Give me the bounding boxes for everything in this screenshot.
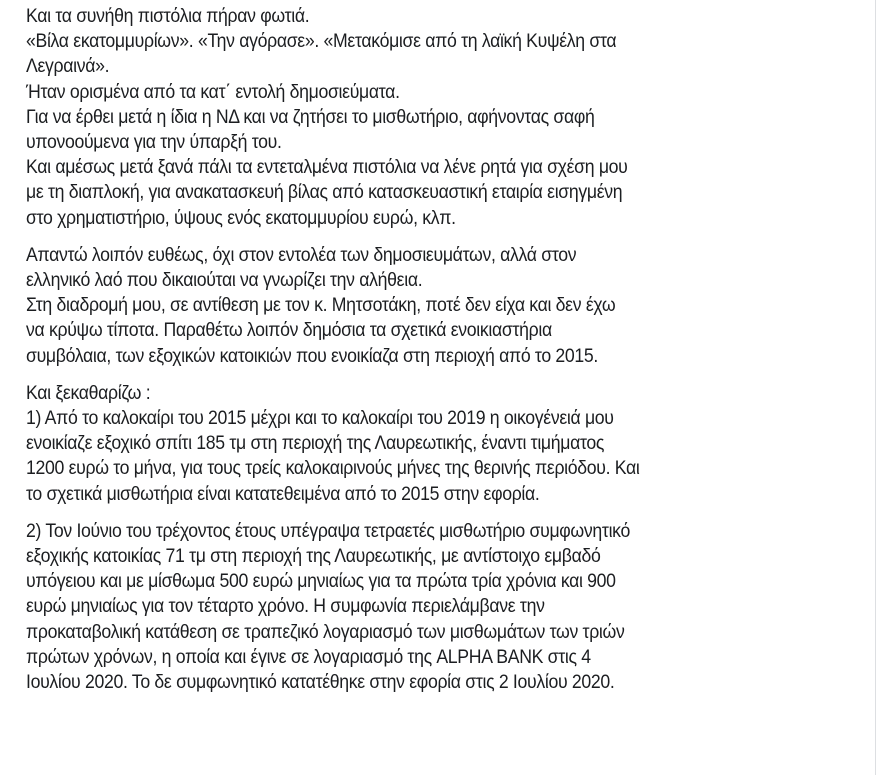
- text-line: Στη διαδρομή μου, σε αντίθεση με τον κ. Μητσοτάκη, ποτέ δεν είχα και δεν έχω: [26, 295, 616, 317]
- text-line: 1) Από το καλοκαίρι του 2015 μέχρι και το καλοκαίρι του 2019 η οικογένειά μου: [26, 408, 614, 430]
- text-line: Απαντώ λοιπόν ευθέως, όχι στον εντολέα των δημοσιευμάτων, αλλά στον: [26, 244, 577, 266]
- paragraph-4: [26, 519, 844, 695]
- text-line: Και τα συνήθη πιστόλια πήραν φωτιά.: [26, 6, 310, 27]
- text-line: Ήταν ορισμένα από τα κατ΄ εντολή δημοσιεύματα.: [26, 81, 400, 103]
- paragraph-1: [26, 4, 844, 231]
- text-line: ελληνικό λαό που δικαιούται να γνωρίζει την αλήθεια.: [26, 270, 423, 292]
- paragraph-2: [26, 243, 844, 369]
- text-line: Λεγραινά».: [26, 56, 110, 78]
- text-line: το σχετικά μισθωτήρια είναι κατατεθειμένα από το 2015 στην εφορία.: [26, 483, 540, 505]
- text-line: ενοικίαζε εξοχικό σπίτι 185 τμ στη περιοχή της Λαυρεωτικής, έναντι τιμήματος: [26, 433, 605, 455]
- text-line: πρώτων χρόνων, η οποία και έγινε σε λογαριασμό της ALPHA BANK στις 4: [26, 646, 591, 668]
- text-line: συμβόλαια, των εξοχικών κατοικιών που ενοικίαζα στη περιοχή από το 2015.: [26, 345, 599, 367]
- text-line: υπόγειου και με μίσθωμα 500 ευρώ μηνιαίως για τα πρώτα τρία χρόνια και 900: [26, 571, 616, 593]
- text-line: Και αμέσως μετά ξανά πάλι τα εντεταλμένα πιστόλια να λένε ρητά για σχέση μου: [26, 157, 628, 179]
- text-line: ευρώ μηνιαίως για τον τέταρτο χρόνο. Η συμφωνία περιελάμβανε την: [26, 596, 545, 618]
- text-line: στο χρηματιστήριο, ύψους ενός εκατομμυρίου ευρώ, κλπ.: [26, 207, 456, 229]
- text-line: 1200 ευρώ το μήνα, για τους τρείς καλοκαιρινούς μήνες της θερινής περιόδου. Και: [26, 458, 640, 480]
- text-line: υπονοούμενα για την ύπαρξή του.: [26, 132, 282, 154]
- text-line: 2) Τον Ιούνιο του τρέχοντος έτους υπέγραψα τετραετές μισθωτήριο συμφωνητικό: [26, 520, 630, 542]
- text-line: Και ξεκαθαρίζω :: [26, 382, 151, 404]
- text-line: με τη διαπλοκή, για ανακατασκευή βίλας από κατασκευαστική εταιρία εισηγμένη: [26, 182, 623, 204]
- text-line: «Βίλα εκατομμυρίων». «Την αγόρασε». «Μετακόμισε από τη λαϊκή Κυψέλη στα: [26, 31, 617, 53]
- text-line: εξοχικής κατοικίας 71 τμ στη περιοχή της Λαυρεωτικής, με αντίστοιχο εμβαδό: [26, 546, 601, 568]
- text-line: προκαταβολική κατάθεση σε τραπεζικό λογαριασμό των μισθωμάτων των τριών: [26, 621, 625, 643]
- text-line: να κρύψω τίποτα. Παραθέτω λοιπόν δημόσια τα σχετικά ενοικιαστήρια: [26, 320, 552, 342]
- text-line: Για να έρθει μετά η ίδια η ΝΔ και να ζητήσει το μισθωτήριο, αφήνοντας σαφή: [26, 106, 595, 128]
- text-line: Ιουλίου 2020. Το δε συμφωνητικό κατατέθηκε στην εφορία στις 2 Ιουλίου 2020.: [26, 672, 615, 694]
- paragraph-3: [26, 381, 844, 507]
